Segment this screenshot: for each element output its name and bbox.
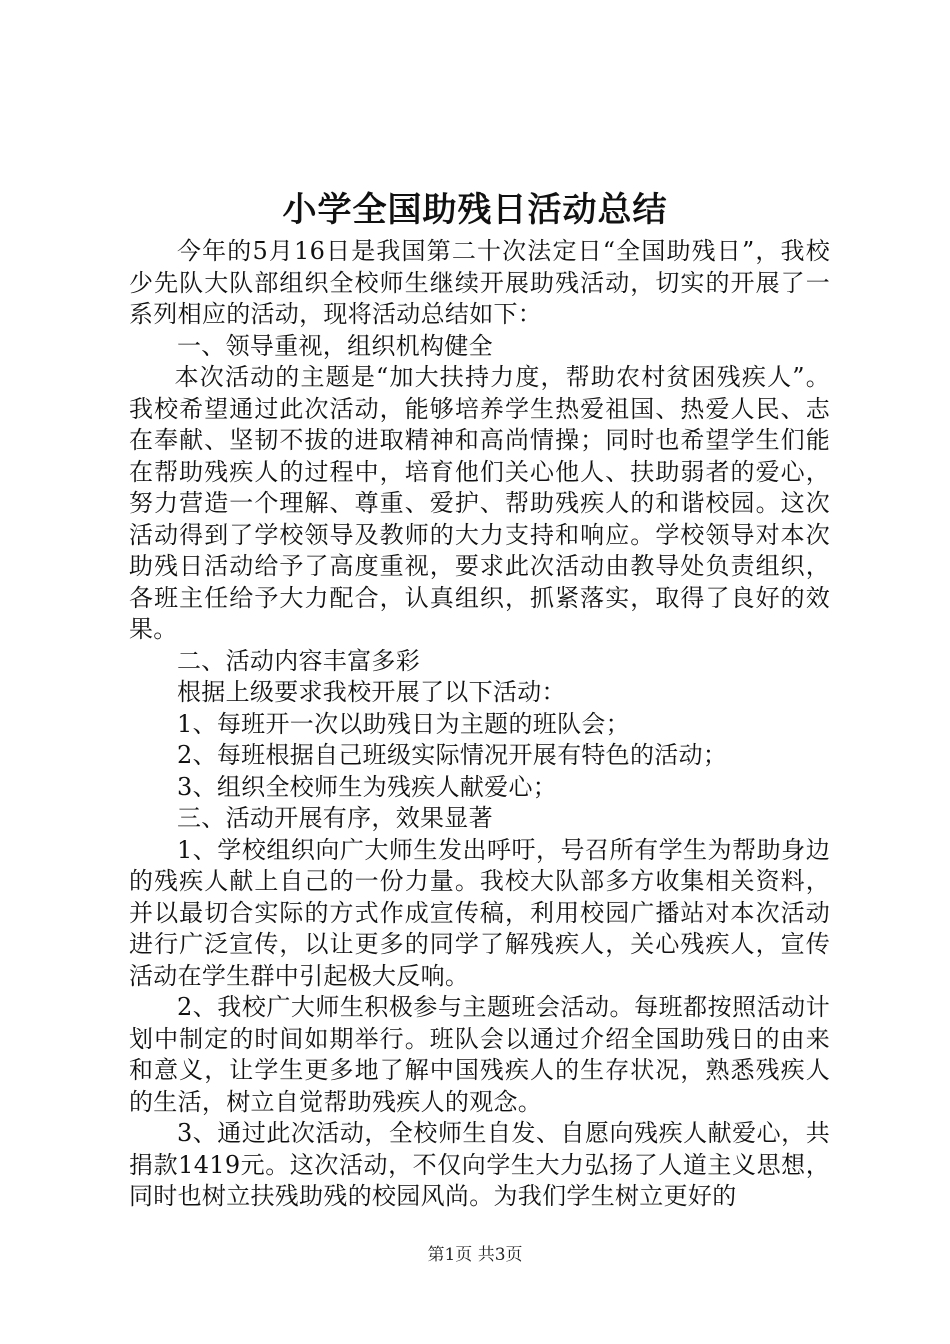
section-heading-1: 一、领导重视，组织机构健全 <box>177 331 493 360</box>
paragraph-theme: 本次活动的主题是“加大扶持力度，帮助农村贫困残疾人”。我校希望通过此次活动，能够培养学生热爱祖国、热爱人民、志在奉献、坚韧不拔的进取精神和高尚情操；同时也希望学生们能在帮助残疾人的过程中，培育他们关心他人、扶助弱者的爱心，努力营造一个理解、尊重、爱护、帮助残疾人的和谐校园。这次活动得到了学校领导及教师的大力支持和响应。学校领导对本次助残日活动给予了高度重视，要求此次活动由教导处负责组织，各班主任给予大力配合，认真组织，抓紧落实，取得了良好的效果。 <box>129 363 830 643</box>
paragraph-result-1: 1、学校组织向广大师生发出呼吁，号召所有学生为帮助身边的残疾人献上自己的一份力量。我校大队部多方收集相关资料，并以最切合实际的方式作成宣传稿，利用校园广播站对本次活动进行广泛宣传，以让更多的同学了解残疾人，关心残疾人，宣传活动在学生群中引起极大反响。 <box>129 835 830 990</box>
list-item-activity-1: 1、每班开一次以助残日为主题的班队会； <box>177 709 630 738</box>
list-item-activity-2: 2、每班根据自己班级实际情况开展有特色的活动； <box>177 741 728 769</box>
section-heading-2: 二、活动内容丰富多彩 <box>177 646 420 675</box>
document-body <box>129 236 830 1213</box>
paragraph-result-3: 3、通过此次活动，全校师生自发、自愿向残疾人献爱心，共捐款1419元。这次活动，不仅向学生大力弘扬了人道主义思想，同时也树立扶残助残的校园风尚。为我们学生树立更好的 <box>129 1119 830 1210</box>
paragraph-activities-intro: 根据上级要求我校开展了以下活动： <box>177 678 566 706</box>
document-title: 小学全国助残日活动总结 <box>282 190 668 230</box>
paragraph-result-2: 2、我校广大师生积极参与主题班会活动。每班都按照活动计划中制定的时间如期举行。班队会以通过介绍全国助残日的由来和意义，让学生更多地了解中国残疾人的生存状况，熟悉残疾人的生活，树立自觉帮助残疾人的观念。 <box>129 993 830 1116</box>
list-item-activity-3: 3、组织全校师生为残疾人献爱心； <box>177 772 558 801</box>
page-footer: 第1页 共3页 <box>427 1245 523 1265</box>
section-heading-3: 三、活动开展有序，效果显著 <box>177 804 493 832</box>
paragraph-intro: 今年的5月16日是我国第二十次法定日“全国助残日”，我校少先队大队部组织全校师生继续开展助残活动，切实的开展了一系列相应的活动，现将活动总结如下： <box>129 237 830 328</box>
